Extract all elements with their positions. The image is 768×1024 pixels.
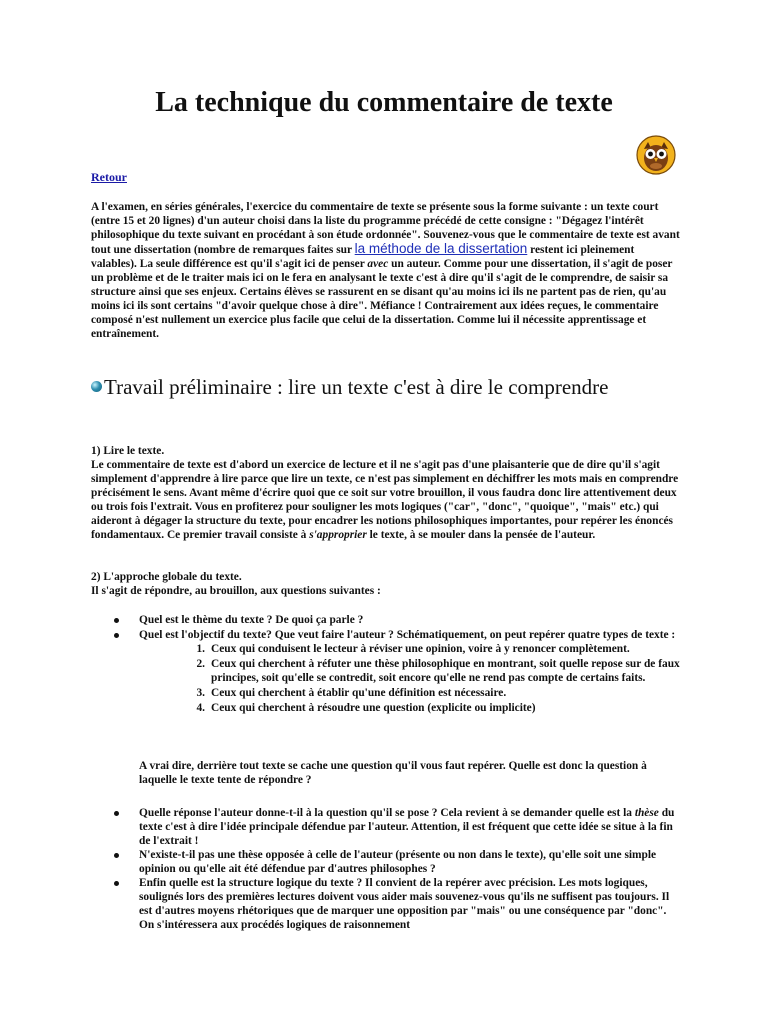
- item-text-b: du texte c'est à dire l'idée principale défendue par l'auteur. Attention, il est fréquent que cette idée se situe à la fin de l'extrait !: [139, 807, 675, 847]
- list-item: [91, 876, 681, 932]
- bullet-dot-icon: [114, 633, 119, 638]
- step-2-text: Il s'agit de répondre, au brouillon, aux questions suivantes :: [91, 585, 381, 597]
- item-number: 1.: [196, 643, 205, 655]
- list-item: [139, 686, 681, 700]
- item-emphasis: thèse: [634, 807, 659, 819]
- item-text-a: Enfin quelle est la structure logique du texte ? Il convient de la repérer avec précision. Les mots logiques, soulignés lors des premières lectures doivent vous aider mais souvenez-vous qu'ils ne suffisent pas toujours. Il est d'autres moyens rhétoriques que de marquer une opposition par "mais" ou une conséquence par "donc". On s'intéressera aux procédés logiques de raisonnement: [139, 877, 670, 931]
- section-heading-text: Travail préliminaire : lire un texte c'est à dire le comprendre: [104, 375, 609, 399]
- page-title: La technique du commentaire de texte: [155, 87, 613, 118]
- step-1-text-b: le texte, à se mouler dans la pensée de l'auteur.: [366, 529, 596, 541]
- questions-list-2: [91, 806, 681, 932]
- question-text: Quel est l'objectif du texte? Que veut faire l'auteur ? Schématiquement, on peut repérer quatre types de texte :: [139, 629, 676, 641]
- list-item: [139, 701, 681, 715]
- item-text: Ceux qui conduisent le lecteur à réviser une opinion, voire à y renoncer complètement.: [211, 643, 630, 655]
- bullet-dot-icon: [114, 811, 119, 816]
- dissertation-method-link[interactable]: la méthode de la dissertation: [354, 241, 528, 256]
- step-1-text-a: Le commentaire de texte est d'abord un exercice de lecture et il ne s'agit pas d'une plaisanterie que de dire qu'il s'agit simplement d'apprendre à lire parce que lire un texte, ce n'est pas simplement en déchiffrer les mots mais en comprendre précisément le sens. Avant même d'écrire quoi que ce soit sur votre brouillon, il vous faudra donc lire attentivement deux ou trois fois l'extrait. Vous en profiterez pour souligner les mots logiques ("car", "donc", "quoique", "mais" etc.) qui aideront à dégager la structure du texte, pour encadrer les notions philosophiques importantes, pour repérer les énoncés fondamentaux. Ce premier travail consiste à: [91, 459, 679, 541]
- intro-text-3: un auteur. Comme pour une dissertation, il s'agit de poser un problème et de le traiter mais ici on le fera en analysant le texte c'est à dire qu'il s'agit de le comprendre, de saisir sa structure ainsi que ses enjeux. Certains élèves se rassurent en se disant qu'au moins ici ils ne partent pas de rien, qu'au moins ici ils sont certains "d'avoir quelque chose à dire". Méfiance ! Contrairement aux idées reçues, le commentaire composé n'est nullement un exercice plus facile que celui de la dissertation. Comme lui il nécessite apprentissage et entraînement.: [91, 258, 673, 340]
- item-number: 4.: [196, 702, 205, 714]
- item-text: Ceux qui cherchent à résoudre une question (explicite ou implicite): [211, 702, 536, 714]
- ball-bullet-icon: [91, 381, 102, 392]
- item-text-a: Quelle réponse l'auteur donne-t-il à la question qu'il se pose ? Cela revient à se demander quelle est la: [139, 807, 635, 819]
- section-heading: [91, 374, 681, 400]
- back-link[interactable]: Retour: [91, 170, 127, 184]
- question-text: Quel est le thème du texte ? De quoi ça parle ?: [139, 614, 364, 626]
- item-text-a: N'existe-t-il pas une thèse opposée à celle de l'auteur (présente ou non dans le texte), qu'elle soit une simple opinion ou qu'elle ait été défendue par d'autres philosophes ?: [139, 849, 657, 875]
- item-number: 2.: [196, 658, 205, 670]
- bullet-dot-icon: [114, 881, 119, 886]
- text-types-list: [139, 642, 681, 715]
- intro-text-1: A l'examen, en séries générales, l'exercice du commentaire de texte se présente sous la forme suivante : un texte court (entre 15 et 20 lignes) d'un auteur choisi dans la liste du programme précédé de cette consigne : "Dégagez l'intérêt philosophique du texte suivant en procédant à son étude ordonnée". Souvenez-vous que le commentaire de texte est avant tout une dissertation (nombre de remarques faites sur: [91, 201, 680, 256]
- list-item: [139, 657, 681, 685]
- list-item: [91, 613, 681, 627]
- list-item: [139, 642, 681, 656]
- question-note: A vrai dire, derrière tout texte se cache une question qu'il vous faut repérer. Quelle est donc la question à laquelle le texte tente de répondre ?: [139, 760, 647, 786]
- list-item: [91, 628, 681, 715]
- intro-emphasis: avec: [367, 258, 389, 270]
- owl-icon: [636, 135, 676, 175]
- bullet-dot-icon: [114, 618, 119, 623]
- step-1-emphasis: s'approprier: [309, 529, 367, 541]
- item-text: Ceux qui cherchent à établir qu'une définition est nécessaire.: [211, 687, 507, 699]
- step-1-title: 1) Lire le texte.: [91, 445, 165, 457]
- intro-text-2: restent ici pleinement valables). La seule différence est qu'il s'agit ici de penser: [91, 244, 635, 270]
- item-text: Ceux qui cherchent à réfuter une thèse philosophique en montrant, soit quelle repose sur de faux principes, soit qu'elle se contredit, soit encore qu'elle ne rend pas compte de certains faits.: [211, 658, 680, 684]
- item-number: 3.: [196, 687, 205, 699]
- list-item: [91, 848, 681, 876]
- step-1: [91, 444, 681, 542]
- questions-list: [91, 613, 681, 715]
- list-item: [91, 806, 681, 848]
- step-2: [91, 570, 681, 598]
- bullet-dot-icon: [114, 853, 119, 858]
- step-2-title: 2) L'approche globale du texte.: [91, 571, 242, 583]
- intro-paragraph: [91, 200, 681, 341]
